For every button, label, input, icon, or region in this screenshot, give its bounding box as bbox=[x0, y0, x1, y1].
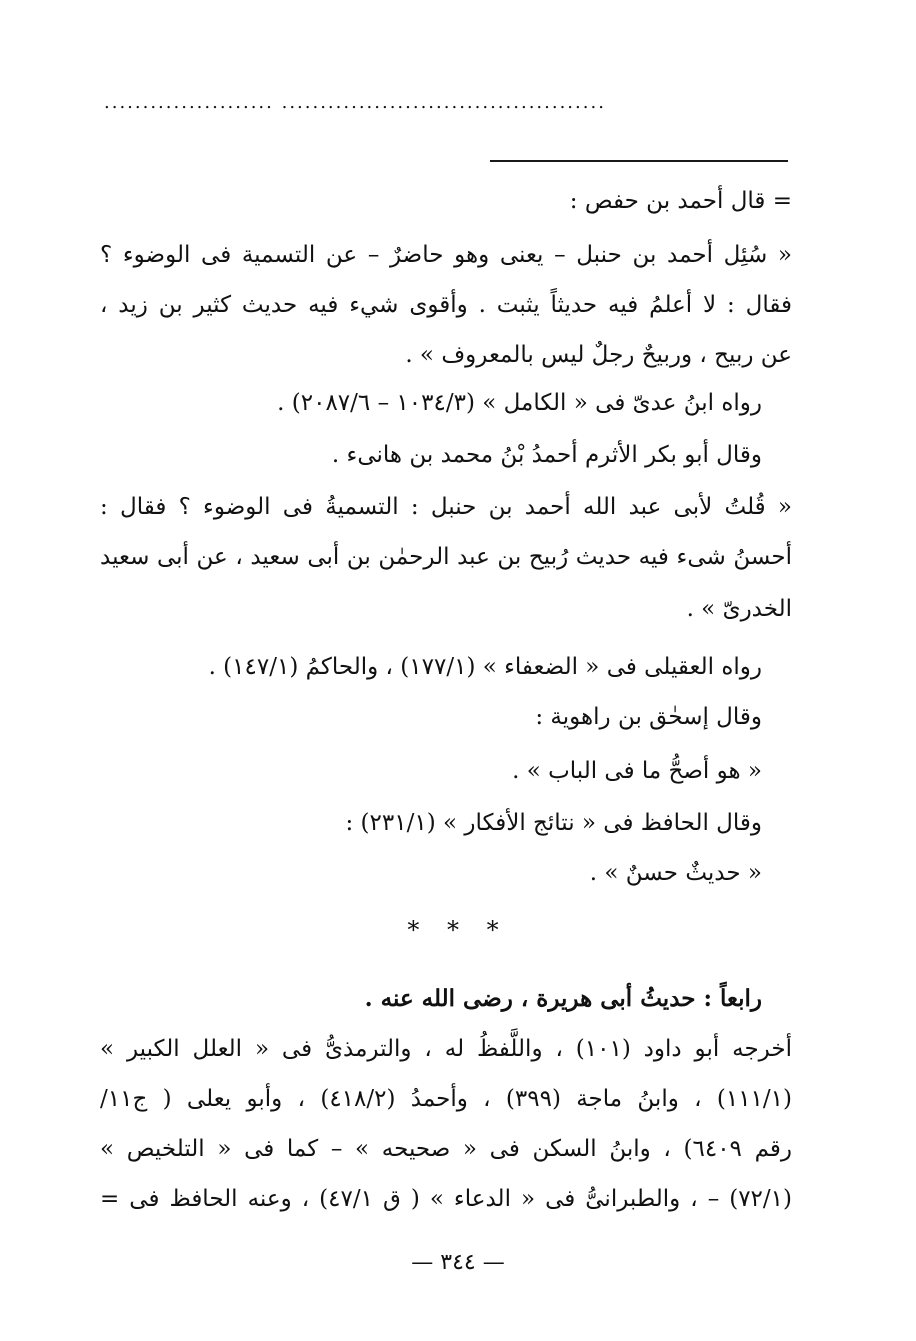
footnote-rule bbox=[490, 160, 788, 162]
text-line: « سُئِل أحمد بن حنبل – يعنى وهو حاضرٌ – عن التسمية فى الوضوء ؟ bbox=[100, 242, 792, 268]
text-line: « حديثٌ حسنٌ » . bbox=[589, 860, 762, 886]
page-number: — ٣٤٤ — bbox=[411, 1250, 505, 1275]
text-line: رقم ٦٤٠٩) ، وابنُ السكن فى « صحيحه » – كما فى « التلخيص » bbox=[100, 1136, 792, 1162]
text-line: الخدرىّ » . bbox=[686, 596, 792, 622]
text-line: رواه ابنُ عدىّ فى « الكامل » (١٠٣٤/٣ – ٢٠٨٧/٦) . bbox=[277, 390, 762, 416]
text-line: فقال : لا أعلمُ فيه حديثاً يثبت . وأقوى شيء فيه حديث كثير بن زيد ، bbox=[100, 292, 792, 318]
text-line: = قال أحمد بن حفص : bbox=[569, 188, 792, 214]
text-line: أخرجه أبو داود (١٠١) ، واللَّفظُ له ، والترمذىُّ فى « العلل الكبير » bbox=[100, 1036, 792, 1062]
text-line: وقال إسحٰق بن راهوية : bbox=[535, 704, 762, 730]
text-line: « هو أصحُّ ما فى الباب » . bbox=[512, 758, 762, 784]
text-line: (٧٢/١) – ، والطبرانىُّ فى « الدعاء » ( ق ٤٧/١) ، وعنه الحافظ فى = bbox=[100, 1186, 792, 1212]
text-line: « قُلتُ لأبى عبد الله أحمد بن حنبل : التسميةُ فى الوضوء ؟ فقال : bbox=[100, 494, 792, 520]
text-line: وقال الحافظ فى « نتائج الأفكار » (٢٣١/١) : bbox=[345, 810, 762, 836]
text-line: رواه العقيلى فى « الضعفاء » (١٧٧/١) ، والحاكمُ (١٤٧/١) . bbox=[208, 654, 762, 680]
text-line: وقال أبو بكر الأثرم أحمدُ بْنُ محمد بن هانىء . bbox=[331, 442, 762, 468]
dotted-separator: ...................... .......................................... bbox=[104, 92, 606, 113]
section-divider: * * * bbox=[407, 916, 509, 944]
text-line: عن ربيح ، وربيحٌ رجلٌ ليس بالمعروف » . bbox=[405, 342, 792, 368]
text-line: أحسنُ شىء فيه حديث رُبيح بن عبد الرحمٰن بن أبى سعيد ، عن أبى سعيد bbox=[100, 544, 792, 570]
text-line: (١١١/١) ، وابنُ ماجة (٣٩٩) ، وأحمدُ (٤١٨/٢) ، وأبو يعلى ( ج١١/ bbox=[100, 1086, 792, 1112]
section-heading: رابعاً : حديثُ أبى هريرة ، رضى الله عنه . bbox=[364, 985, 762, 1012]
